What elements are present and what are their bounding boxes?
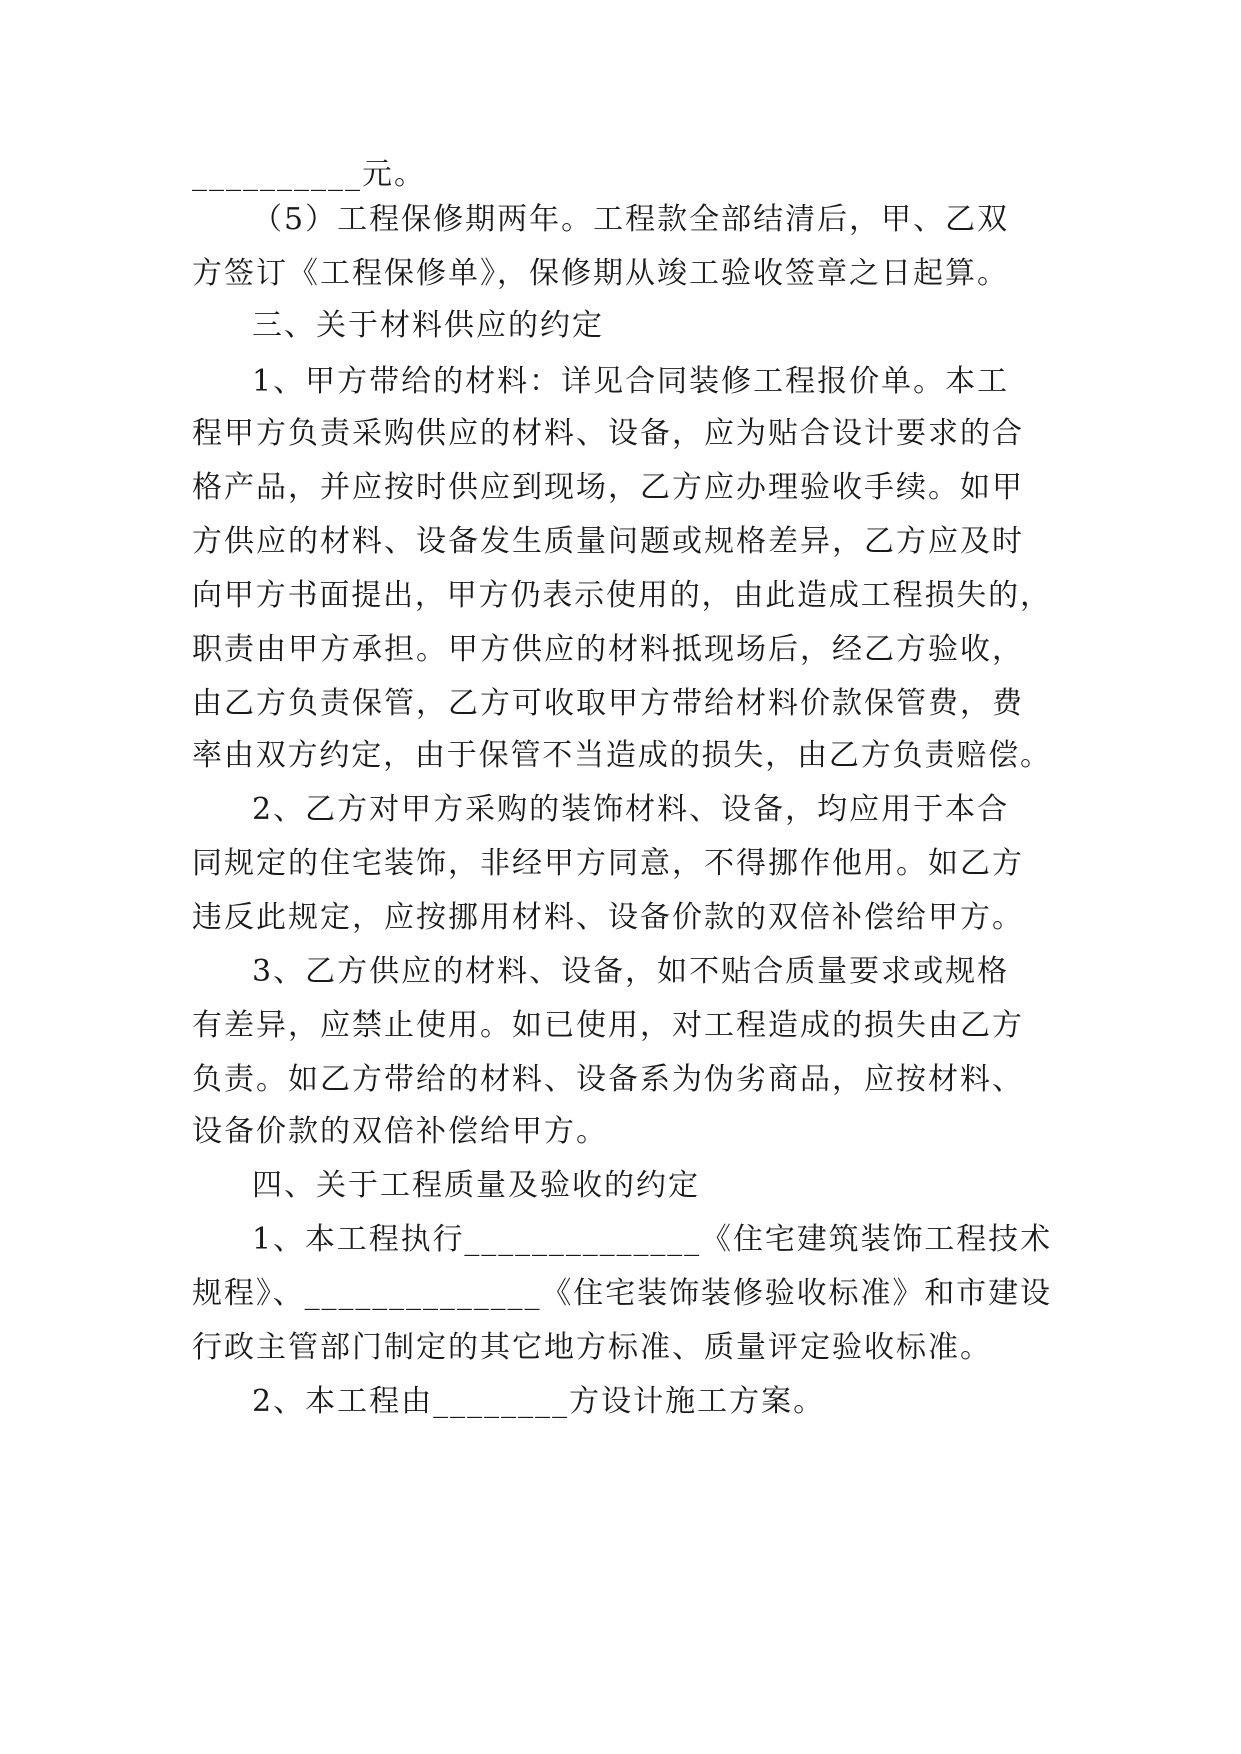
text-line: 违反此规定，应按挪用材料、设备价款的双倍补偿给甲方。	[192, 900, 1024, 935]
text-line: 职责由甲方承担。甲方供应的材料抵现场后，经乙方验收，	[192, 632, 1024, 667]
text-line: 程甲方负责采购供应的材料、设备，应为贴合设计要求的合	[192, 416, 1024, 451]
text-line: 规程》、______________《住宅装饰装修验收标准》和市建设	[192, 1276, 1052, 1311]
text-line: 2、本工程由________方设计施工方案。	[252, 1384, 826, 1419]
text-line: 方供应的材料、设备发生质量问题或规格差异，乙方应及时	[192, 524, 1024, 559]
text-line: 行政主管部门制定的其它地方标准、质量评定验收标准。	[192, 1330, 992, 1365]
text-line: 方签订《工程保修单》，保修期从竣工验收签章之日起算。	[192, 256, 1009, 291]
text-line: 设备价款的双倍补偿给甲方。	[192, 1114, 608, 1149]
text-line: 格产品，并应按时供应到现场，乙方应办理验收手续。如甲	[192, 470, 1024, 505]
text-line: 有差异，应禁止使用。如已使用，对工程造成的损失由乙方	[192, 1008, 1024, 1043]
text-line: 1、甲方带给的材料：详见合同装修工程报价单。本工	[252, 364, 1010, 399]
text-line: （5）工程保修期两年。工程款全部结清后，甲、乙双	[252, 202, 1010, 237]
text-line: 3、乙方供应的材料、设备，如不贴合质量要求或规格	[252, 954, 1010, 989]
text-line: 向甲方书面提出，甲方仍表示使用的，由此造成工程损失的，	[192, 578, 1052, 613]
text-line: 2、乙方对甲方采购的装饰材料、设备，均应用于本合	[252, 792, 1010, 827]
section-heading: 四、关于工程质量及验收的约定	[252, 1168, 700, 1203]
text-line: 1、本工程执行______________《住宅建筑装饰工程技术	[252, 1222, 1052, 1257]
text-line: 率由双方约定，由于保管不当造成的损失，由乙方负责赔偿。	[192, 738, 1052, 773]
text-line: 同规定的住宅装饰，非经甲方同意，不得挪作他用。如乙方	[192, 846, 1024, 881]
section-heading: 三、关于材料供应的约定	[252, 308, 604, 343]
text-line: 负责。如乙方带给的材料、设备系为伪劣商品，应按材料、	[192, 1062, 1024, 1097]
text-line: 由乙方负责保管，乙方可收取甲方带给材料价款保管费，费	[192, 686, 1024, 721]
text-line: __________元。	[192, 157, 426, 192]
